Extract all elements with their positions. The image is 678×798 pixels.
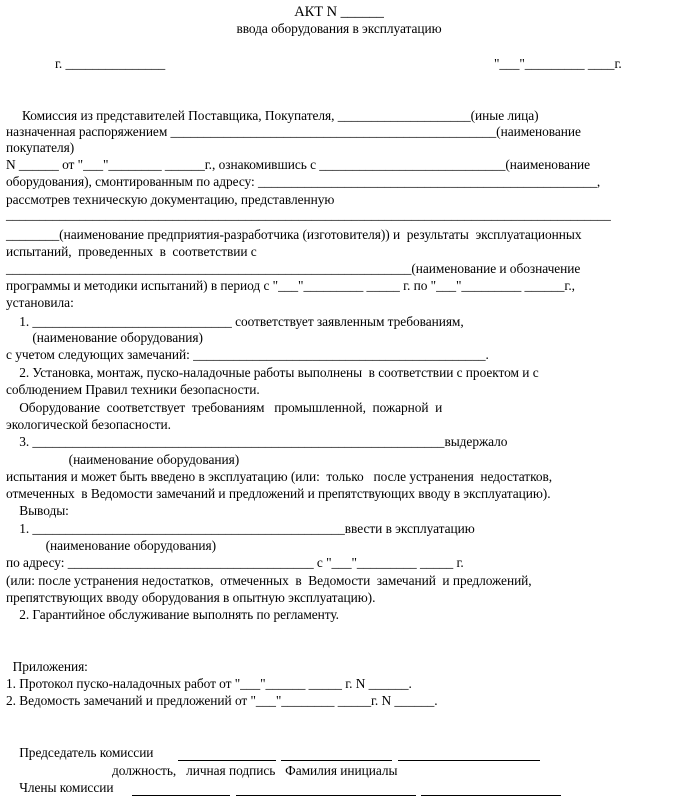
body-line-23: отмеченных в Ведомости замечаний и предложений и препятствующих вводу в эксплуатацию). [6,486,551,501]
body-line-4: N ______ от "___"________ ______г., ознакомившись с ____________________________(наименование [6,157,591,172]
date-line: "___"_________ ____г. [494,56,622,71]
body-line-10: _____________________________________________________________(наименование и обозначение [6,261,581,276]
body-line-16: 2. Установка, монтаж, пуско-наладочные работы выполнены в соответствии с проектом и с [6,365,539,380]
body-line-30: 2. Гарантийное обслуживание выполнять по регламенту. [6,607,339,622]
body-line-26: (наименование оборудования) [6,538,217,553]
attachment-item-1: 1. Протокол пуско-наладочных работ от "___"______ _____ г. N ______. [6,676,412,691]
chairman-signature-line [281,760,392,761]
body-line-25: 1. _______________________________________________ввести в эксплуатацию [6,521,475,536]
body-line-8: ________(наименование предприятия-разработчика (изготовителя)) и результаты эксплуатационных [6,227,582,242]
act-title: АКТ N ______ [294,4,384,20]
body-line-3: покупателя) [6,140,75,155]
body-line-24: Выводы: [6,503,69,518]
member-position-line [132,795,230,796]
body-line-19: экологической безопасности. [6,417,171,432]
body-line-12: установила: [6,295,74,310]
body-line-21: (наименование оборудования) [6,452,240,467]
body-line-2: назначенная распоряжением _________________________________________________(наименование [6,124,581,139]
chairman-name-line [398,760,540,761]
body-line-13: 1. ______________________________ соответствует заявленным требованиям, [6,314,464,329]
members-label: Члены комиссии [6,780,114,795]
attachment-item-2: 2. Ведомость замечаний и предложений от "___"________ _____г. N ______. [6,693,438,708]
signature-captions: должность, личная подпись Фамилия инициалы [112,763,398,778]
body-line-29: препятствующих вводу оборудования в опытную эксплуатацию). [6,590,376,605]
act-subtitle: ввода оборудования в эксплуатацию [236,21,442,36]
body-line-18: Оборудование соответствует требованиям промышленной, пожарной и [6,400,443,415]
body-line-28: (или: после устранения недостатков, отмеченных в Ведомости замечаний и предложений, [6,573,532,588]
body-line-7: ___________________________________________________________________________________________ [6,207,611,222]
attachments-heading: Приложения: [6,659,88,674]
body-line-27: по адресу: _____________________________________ с "___"_________ _____ г. [6,555,464,570]
body-line-20: 3. ______________________________________________________________выдержало [6,434,508,449]
city-line: г. _______________ [55,56,166,71]
member-signature-line [236,795,416,796]
body-line-1: Комиссия из представителей Поставщика, Покупателя, ____________________(иные лица) [22,108,539,123]
body-line-9: испытаний, проведенных в соответствии с [6,244,257,259]
body-line-6: рассмотрев техническую документацию, представленную [6,192,335,207]
body-line-11: программы и методики испытаний) в период с "___"_________ _____ г. по "___"_________ ______г., [6,278,575,293]
chairman-position-line [178,760,276,761]
member-name-line [421,795,561,796]
body-line-17: соблюдением Правил техники безопасности. [6,382,260,397]
body-line-14: (наименование оборудования) [6,330,203,345]
body-line-22: испытания и может быть введено в эксплуатацию (или: только после устранения недостатков, [6,469,553,484]
body-line-5: оборудования), смонтированным по адресу: ___________________________________________________, [6,174,601,189]
chairman-label: Председатель комиссии [6,745,154,760]
body-line-15: с учетом следующих замечаний: ____________________________________________. [6,347,489,362]
